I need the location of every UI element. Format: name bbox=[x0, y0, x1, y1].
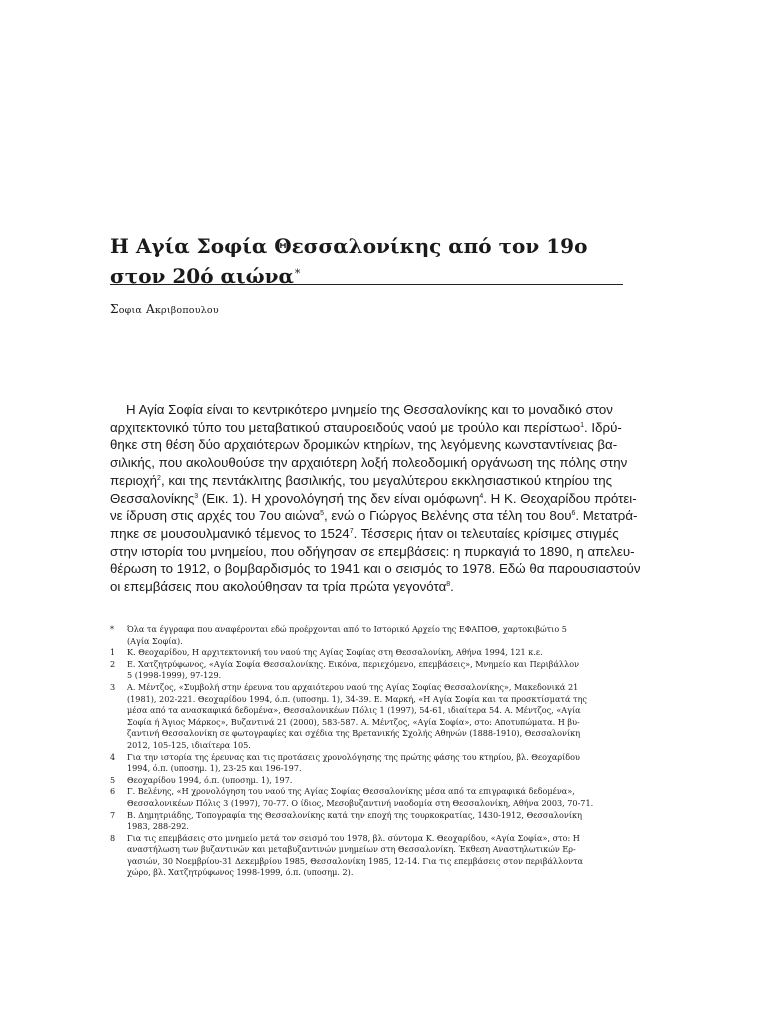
body-text-run: . Μετατρά- bbox=[575, 508, 638, 524]
footnote-line: Για την ιστορία της έρευνας και τις προτάσεις χρονολόγησης της πρώτης φάσης του κτηρίου, βλ. Θεοχαρίδου bbox=[127, 751, 580, 762]
body-text-run: , ενώ ο Γιώργος Βελένης στα τέλη του 8ου bbox=[323, 508, 572, 524]
footnote-ref: 5 bbox=[320, 510, 324, 518]
body-line bbox=[110, 401, 625, 419]
author-name bbox=[110, 302, 219, 316]
footnote-line: 5 (1998-1999), 97-129. bbox=[127, 670, 222, 681]
body-text-run: Θεσσαλονίκης bbox=[110, 490, 195, 506]
footnote bbox=[110, 682, 625, 752]
body-line bbox=[110, 472, 625, 490]
body-text-run: , και της πεντάκλιτης βασιλικής, του μεγαλύτερου εκκλησιαστικού κτηρίου της bbox=[160, 472, 613, 488]
footnote-line: χώρο, βλ. Χατζητρύφωνος 1998-1999, ό.π. (υποσημ. 2). bbox=[127, 867, 354, 878]
footnotes bbox=[110, 624, 625, 879]
body-text-run: (Εικ. 1). Η χρονολόγησή της δεν είναι ομόφωνη bbox=[198, 490, 480, 506]
body-line bbox=[110, 419, 625, 437]
title-rule bbox=[110, 284, 623, 285]
title-line-2 bbox=[110, 260, 625, 290]
body-text-run: αρχιτεκτονικό τύπο του μεταβατικού σταυροειδούς ναού με τρούλο και περίστωο bbox=[110, 419, 581, 435]
body-text-run: πηκε σε μουσουλμανικό τέμενος το 1524 bbox=[110, 525, 350, 541]
body-line bbox=[110, 578, 625, 596]
footnote-line: Όλα τα έγγραφα που αναφέρονται εδώ προέρχονται από το Ιστορικό Αρχείο της ΕΦΑΠΟΘ, χαρτοκιβώτιο 5 bbox=[127, 624, 567, 634]
footnote bbox=[110, 810, 625, 833]
footnote bbox=[110, 752, 625, 775]
footnote-line: Θεοχαρίδου 1994, ό.π. (υποσημ. 1), 197. bbox=[127, 774, 293, 785]
body-text-run: . bbox=[450, 579, 454, 595]
footnote-line: Θεσσαλονικέων Πόλις 3 (1997), 70-77. Ο ίδιος, Μεσοβυζαντινή ναοδομία στη Θεσσαλονίκη, Αθήνα 2003, 70-71. bbox=[127, 797, 594, 808]
footnote-number: 1 bbox=[110, 647, 116, 658]
body-text-run: σιλικής, που ακολουθούσε την αρχαιότερη λοξή πολεοδομική οργάνωση της πόλης στην bbox=[110, 455, 628, 471]
body-text-run: Η Αγία Σοφία είναι το κεντρικότερο μνημείο της Θεσσαλονίκης και το μοναδικό στον bbox=[126, 402, 613, 417]
body-line bbox=[110, 543, 635, 561]
body-text-run: νε ίδρυση στις αρχές του 7ου αιώνα bbox=[110, 508, 321, 524]
footnote-number: * bbox=[110, 624, 115, 634]
title-line-2-text: στον 20ό αιώνα bbox=[110, 264, 294, 288]
footnote-ref: 7 bbox=[349, 527, 354, 535]
footnote bbox=[110, 775, 625, 787]
footnote-number: 6 bbox=[110, 786, 116, 797]
article-title bbox=[110, 233, 625, 290]
title-line-1: Η Αγία Σοφία Θεσσαλονίκης από τον 19ο bbox=[110, 234, 588, 258]
footnote-ref: 4 bbox=[479, 492, 484, 500]
footnote bbox=[110, 659, 625, 682]
footnote-line: 2012, 105-125, ιδιαίτερα 105. bbox=[127, 739, 251, 750]
author-rest-2: κριβοπουλου bbox=[154, 305, 219, 316]
footnote-ref: 3 bbox=[194, 492, 199, 500]
footnote-number: 3 bbox=[110, 681, 116, 692]
footnote-number: 8 bbox=[110, 832, 116, 843]
body-text-run: περιοχή bbox=[110, 472, 158, 488]
footnote-line: Α. Μέντζος, «Συμβολή στην έρευνα του αρχαιότερου ναού της Αγίας Σοφίας Θεσσαλονίκης», Μακεδονικά 21 bbox=[127, 681, 579, 692]
footnote-line: Κ. Θεοχαρίδου, Η αρχιτεκτονική του ναού της Αγίας Σοφίας στη Θεσσαλονίκη, Αθήνα 1994, 121 κ.ε. bbox=[127, 647, 543, 658]
footnote-line: αναστήλωση των βυζαντινών και μεταβυζαντινών μνημείων στη Θεσσαλονίκη. Έκθεση Αναστηλωτικών Ερ- bbox=[127, 844, 576, 855]
body-text-run: στην ιστορία του μνημείου, που οδήγησαν σε επεμβάσεις: η πυρκαγιά το 1890, η απελευ- bbox=[110, 543, 635, 559]
footnote-ref: 2 bbox=[157, 474, 161, 482]
footnote-line: Γ. Βελένης, «Η χρονολόγηση του ναού της Αγίας Σοφίας Θεσσαλονίκης μέσα από τα επιγραφικά δεδομένα», bbox=[127, 786, 575, 797]
body-line bbox=[110, 560, 641, 578]
footnote-ref: 6 bbox=[571, 510, 576, 518]
footnote bbox=[110, 624, 625, 647]
footnote-line: Ε. Χατζητρύφωνος, «Αγία Σοφία Θεσσαλονίκης. Εικόνα, περιεχόμενο, επεμβάσεις», Μνημείο και Περιβάλλον bbox=[127, 658, 580, 669]
footnote-line: (Αγία Σοφία). bbox=[127, 635, 183, 646]
body-paragraph bbox=[110, 401, 641, 596]
title-footnote-mark: * bbox=[294, 267, 301, 280]
footnote-line: 1983, 288-292. bbox=[127, 821, 189, 832]
footnote-line: γασιών, 30 Νοεμβρίου-31 Δεκεμβρίου 1985, Θεσσαλονίκη 1985, 12-14. Για τις επεμβάσεις στον περιβάλλοντα bbox=[127, 855, 584, 866]
footnote-line: Σοφία ή Άγιος Μάρκος», Βυζαντινά 21 (2000), 583-587. Α. Μέντζος, «Αγία Σοφία», στο: Αποτυπώματα. Η βυ- bbox=[127, 716, 580, 727]
footnote bbox=[110, 647, 625, 659]
body-line bbox=[110, 525, 625, 543]
footnote bbox=[110, 786, 625, 809]
footnote-line: Για τις επεμβάσεις στο μνημείο μετά τον σεισμό του 1978, βλ. σύντομα Κ. Θεοχαρίδου, «Αγία Σοφία», στο: Η bbox=[127, 832, 580, 843]
body-text-run: . Τέσσερις ήταν οι τελευταίες κρίσιμες στιγμές bbox=[353, 525, 619, 541]
body-text-run: . Η Κ. Θεοχαρίδου πρότει- bbox=[483, 490, 637, 506]
footnote-ref: 8 bbox=[446, 581, 451, 589]
footnote-line: ζαντινή Θεσσαλονίκη σε φωτογραφίες και σχέδια της Βρετανικής Σχολής Αθηνών (1888-1910), Θεσσαλονίκη bbox=[127, 728, 581, 739]
footnote-line: 1994, ό.π. (υποσημ. 1), 23-25 και 196-197. bbox=[127, 763, 302, 774]
body-text-run: . Ιδρύ- bbox=[584, 419, 622, 435]
footnote-line: Β. Δημητριάδης, Τοπογραφία της Θεσσαλονίκης κατά την εποχή της τουρκοκρατίας, 1430-1912, Θεσσαλονίκη bbox=[127, 809, 582, 820]
footnote-number: 4 bbox=[110, 751, 116, 762]
footnote-line: (1981), 202-221. Θεοχαρίδου 1994, ό.π. (υποσημ. 1), 34-39. Ε. Μαρκή, «Η Αγία Σοφία και τα προσκτίσματά της bbox=[127, 693, 587, 704]
body-line bbox=[110, 436, 625, 454]
author-initial-2: Α bbox=[146, 302, 155, 316]
author-initial-1: Σ bbox=[110, 302, 119, 316]
body-text-run: οι επεμβάσεις που ακολούθησαν τα τρία πρώτα γεγονότα bbox=[110, 579, 447, 595]
body-text-run: θηκε στη θέση δύο αρχαιότερων δρομικών κτηρίων, της λεγόμενης κωνσταντίνειας βα- bbox=[110, 437, 618, 453]
footnote-ref: 1 bbox=[580, 421, 585, 429]
footnote-number: 2 bbox=[110, 658, 116, 669]
footnote bbox=[110, 833, 625, 879]
body-line bbox=[110, 490, 637, 508]
footnote-number: 5 bbox=[110, 774, 116, 785]
body-text-run: θέρωση το 1912, ο βομβαρδισμός το 1941 και ο σεισμός το 1978. Εδώ θα παρουσιαστούν bbox=[110, 561, 641, 577]
footnote-line: μέσα από τα ανασκαφικά δεδομένα», Θεσσαλονικέων Πόλις 1 (1997), 54-61, ιδιαίτερα 54. Α. Μέντζος, «Αγία bbox=[127, 705, 581, 716]
footnote-number: 7 bbox=[110, 809, 116, 820]
author-rest-1: οφια bbox=[118, 305, 142, 316]
body-line bbox=[110, 507, 638, 525]
body-line bbox=[110, 454, 628, 472]
